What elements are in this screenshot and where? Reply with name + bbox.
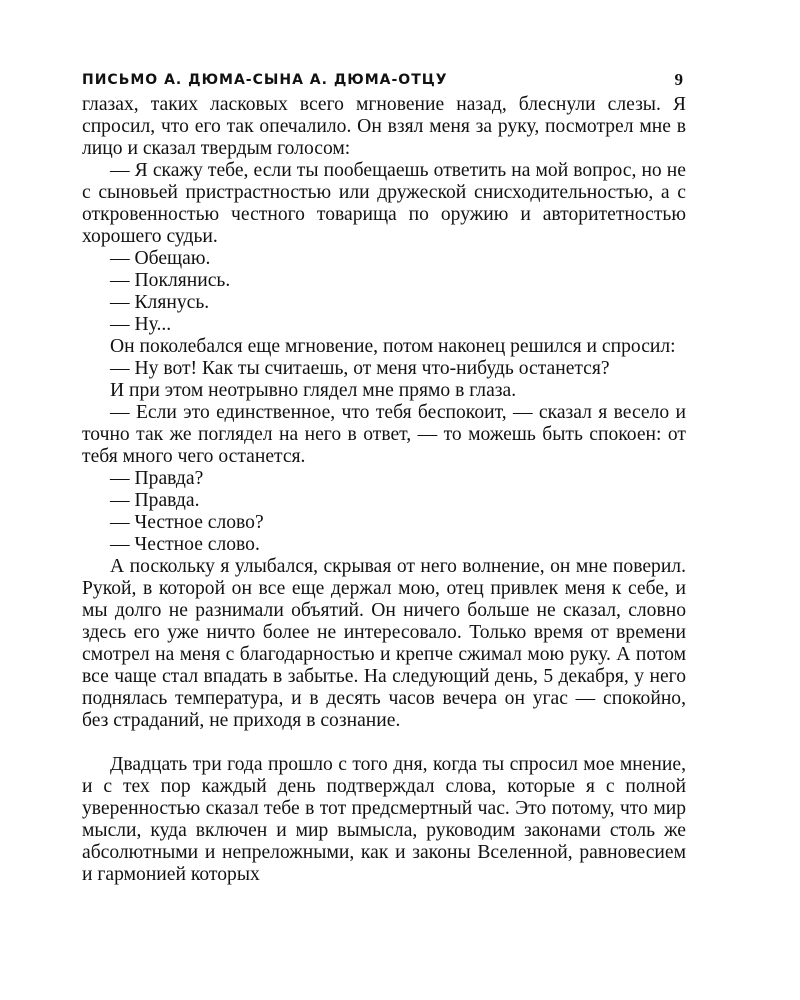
book-page [82,60,686,960]
dialogue-line: — Ну... [110,314,172,335]
dialogue-line: — Обещаю. [110,248,211,269]
dialogue-line: — Правда. [110,490,200,511]
dialogue-line: — Поклянись. [110,270,231,291]
page-number: 9 [674,70,684,89]
dialogue-line: — Если это единственное, что тебя беспокоит, — сказал я весело и точно так же поглядел на него в ответ, — то можешь быть спокоен: от тебя много чего останется. [82,402,686,467]
paragraph: А поскольку я улыбался, скрывая от него волнение, он мне поверил. Рукой, в которой он все еще держал мою, отец привлек меня к себе, и мы долго не разнимали объятий. Он ничего больше не сказал, словно здесь его уже ничто более не интересовало. Только время от времени смотрел на меня с благодарностью и крепче сжимал мою руку. А потом все чаще стал впадать в забытье. На следующий день, 5 декабря, у него поднялась температура, и в десять часов вечера он угас — спокойно, без страданий, не приходя в сознание. [82,556,686,731]
paragraph: Двадцать три года прошло с того дня, когда ты спросил мое мнение, и с тех пор каждый день подтверждал слова, которые я с полной уверенностью сказал тебе в тот предсмертный час. Это потому, что мир мысли, куда включен и мир вымысла, руководим законами столь же абсолютными и непреложными, как и законы Вселенной, равновесием и гармонией которых [82,754,686,885]
paragraph: глазах, таких ласковых всего мгновение назад, блеснули слезы. Я спросил, что его так опечалило. Он взял меня за руку, посмотрел мне в лицо и сказал твердым голосом: [82,94,686,159]
dialogue-line: — Честное слово. [110,534,260,555]
body-text [82,94,686,886]
dialogue-line: — Клянусь. [110,292,210,313]
running-title: ПИСЬМО А. ДЮМА-СЫНА А. ДЮМА-ОТЦУ [82,72,448,88]
dialogue-line: — Правда? [110,468,204,489]
running-head [82,60,686,92]
dialogue-line: — Я скажу тебе, если ты пообещаешь ответить на мой вопрос, но не с сыновьей пристрастностью или дружеской снисходительностью, а с откровенностью честного товарища по оружию и авторитетностью хорошего судьи. [82,160,686,247]
paragraph: Он поколебался еще мгновение, потом наконец решился и спросил: [110,336,676,357]
dialogue-line: — Ну вот! Как ты считаешь, от меня что-нибудь останется? [110,358,610,379]
dialogue-line: — Честное слово? [110,512,264,533]
paragraph: И при этом неотрывно глядел мне прямо в глаза. [110,380,517,401]
